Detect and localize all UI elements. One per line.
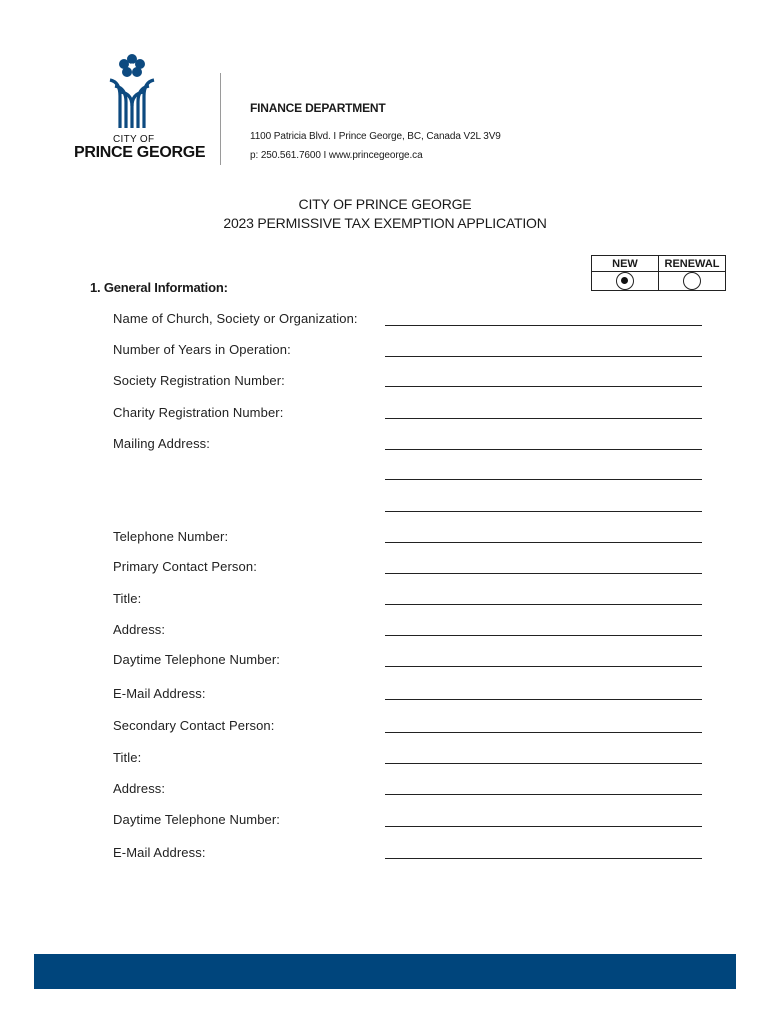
field-label-society-registration: Society Registration Number: (113, 373, 285, 388)
field-input-secondary-title[interactable] (385, 763, 702, 764)
field-input-secondary-contact[interactable] (385, 732, 702, 733)
field-input-years-in-operation[interactable] (385, 356, 702, 357)
field-label-years-in-operation: Number of Years in Operation: (113, 342, 291, 357)
field-label-primary-title: Title: (113, 591, 142, 606)
field-input-mailing-address-line1[interactable] (385, 449, 702, 450)
field-label-secondary-contact: Secondary Contact Person: (113, 718, 275, 733)
section-general-information-heading: 1. General Information: (90, 280, 228, 295)
field-input-secondary-daytime-phone[interactable] (385, 826, 702, 827)
field-label-secondary-title: Title: (113, 750, 142, 765)
field-input-primary-contact[interactable] (385, 573, 702, 574)
field-label-secondary-email: E-Mail Address: (113, 845, 206, 860)
field-label-charity-registration: Charity Registration Number: (113, 405, 284, 420)
field-input-secondary-email[interactable] (385, 858, 702, 859)
logo-city-of: CITY OF (113, 134, 155, 145)
option-renewal-radio[interactable] (683, 272, 701, 290)
field-label-secondary-address: Address: (113, 781, 166, 796)
form-title-line1: CITY OF PRINCE GEORGE (298, 196, 472, 212)
field-input-mailing-address-line2[interactable] (385, 479, 702, 480)
logo-prince-george: PRINCE GEORGE (74, 144, 206, 161)
field-label-secondary-daytime-phone: Daytime Telephone Number: (113, 812, 281, 827)
field-input-primary-email[interactable] (385, 699, 702, 700)
department-name: FINANCE DEPARTMENT (250, 101, 386, 115)
field-label-organization-name: Name of Church, Society or Organization: (113, 311, 358, 326)
header-divider (220, 73, 221, 165)
field-input-mailing-address-line3[interactable] (385, 511, 702, 512)
field-input-primary-address[interactable] (385, 635, 702, 636)
field-input-secondary-address[interactable] (385, 794, 702, 795)
option-new-radio[interactable] (616, 272, 634, 290)
field-label-primary-daytime-phone: Daytime Telephone Number: (113, 652, 281, 667)
field-input-charity-registration[interactable] (385, 418, 702, 419)
field-label-primary-contact: Primary Contact Person: (113, 559, 257, 574)
field-input-primary-daytime-phone[interactable] (385, 666, 702, 667)
field-label-mailing-address: Mailing Address: (113, 436, 210, 451)
field-input-organization-name[interactable] (385, 325, 702, 326)
application-type-selector (591, 255, 726, 291)
form-title-line2: 2023 PERMISSIVE TAX EXEMPTION APPLICATION (223, 215, 547, 231)
field-input-primary-title[interactable] (385, 604, 702, 605)
city-emblem-icon (105, 50, 165, 132)
department-address: 1100 Patricia Blvd. I Prince George, BC, Canada V2L 3V9 (250, 131, 501, 142)
field-label-telephone: Telephone Number: (113, 529, 229, 544)
field-input-society-registration[interactable] (385, 386, 702, 387)
field-input-telephone[interactable] (385, 542, 702, 543)
option-renewal-label: RENEWAL (659, 256, 726, 272)
option-new-label: NEW (592, 256, 659, 272)
field-label-primary-email: E-Mail Address: (113, 686, 206, 701)
department-contact: p: 250.561.7600 I www.princegeorge.ca (250, 150, 423, 161)
field-label-primary-address: Address: (113, 622, 166, 637)
footer-bar (34, 954, 736, 989)
city-logo (70, 50, 206, 165)
